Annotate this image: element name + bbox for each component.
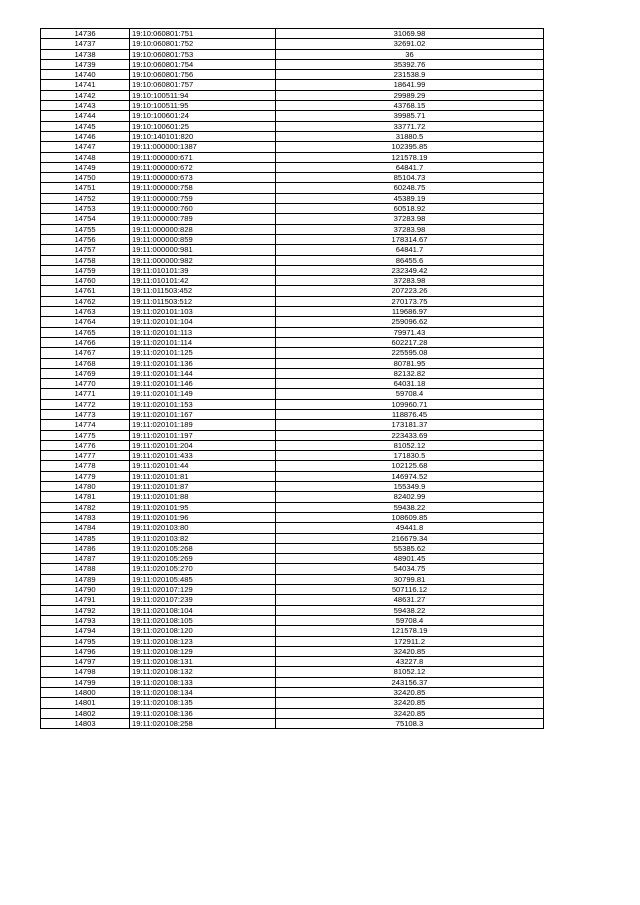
cadastral-number-cell: 19:11:020101:149 <box>130 389 276 399</box>
cadastral-number-cell: 19:10:140101:820 <box>130 131 276 141</box>
amount-cell: 102395.85 <box>276 142 544 152</box>
table-row <box>41 286 544 296</box>
amount-cell: 81052.12 <box>276 440 544 450</box>
cadastral-number-cell: 19:11:020101:144 <box>130 368 276 378</box>
row-number-cell: 14775 <box>41 430 130 440</box>
amount-cell: 75108.3 <box>276 718 544 728</box>
table-row <box>41 358 544 368</box>
cadastral-number-cell: 19:11:000000:981 <box>130 245 276 255</box>
row-number-cell: 14746 <box>41 131 130 141</box>
table-row <box>41 512 544 522</box>
row-number-cell: 14773 <box>41 409 130 419</box>
amount-cell: 119686.97 <box>276 307 544 317</box>
row-number-cell: 14799 <box>41 677 130 687</box>
row-number-cell: 14793 <box>41 615 130 625</box>
row-number-cell: 14789 <box>41 574 130 584</box>
table-row <box>41 224 544 234</box>
table-row <box>41 636 544 646</box>
amount-cell: 86455.6 <box>276 255 544 265</box>
amount-cell: 59708.4 <box>276 615 544 625</box>
amount-cell: 32420.85 <box>276 708 544 718</box>
row-number-cell: 14796 <box>41 646 130 656</box>
row-number-cell: 14778 <box>41 461 130 471</box>
amount-cell: 82132.82 <box>276 368 544 378</box>
row-number-cell: 14740 <box>41 70 130 80</box>
table-row <box>41 90 544 100</box>
amount-cell: 207223.26 <box>276 286 544 296</box>
table-row <box>41 564 544 574</box>
table-row <box>41 348 544 358</box>
cadastral-number-cell: 19:11:020101:189 <box>130 420 276 430</box>
cadastral-number-cell: 19:11:020108:132 <box>130 667 276 677</box>
amount-cell: 60518.92 <box>276 204 544 214</box>
amount-cell: 59438.22 <box>276 605 544 615</box>
row-number-cell: 14795 <box>41 636 130 646</box>
table-row <box>41 646 544 656</box>
cadastral-number-cell: 19:11:020108:134 <box>130 688 276 698</box>
amount-cell: 32420.85 <box>276 698 544 708</box>
amount-cell: 216679.34 <box>276 533 544 543</box>
amount-cell: 64031.18 <box>276 379 544 389</box>
amount-cell: 48901.45 <box>276 554 544 564</box>
table-row <box>41 399 544 409</box>
amount-cell: 108609.85 <box>276 512 544 522</box>
amount-cell: 39985.71 <box>276 111 544 121</box>
cadastral-number-cell: 19:11:020101:113 <box>130 327 276 337</box>
amount-cell: 102125.68 <box>276 461 544 471</box>
table-row <box>41 152 544 162</box>
cadastral-number-cell: 19:11:020105:270 <box>130 564 276 574</box>
cadastral-number-cell: 19:11:020101:167 <box>130 409 276 419</box>
cadastral-number-cell: 19:11:020101:114 <box>130 337 276 347</box>
amount-cell: 43768.15 <box>276 101 544 111</box>
table-row <box>41 523 544 533</box>
row-number-cell: 14753 <box>41 204 130 214</box>
cadastral-number-cell: 19:11:000000:789 <box>130 214 276 224</box>
row-number-cell: 14780 <box>41 482 130 492</box>
amount-cell: 173181.37 <box>276 420 544 430</box>
table-row <box>41 543 544 553</box>
amount-cell: 35392.76 <box>276 59 544 69</box>
table-row <box>41 461 544 471</box>
amount-cell: 33771.72 <box>276 121 544 131</box>
amount-cell: 118876.45 <box>276 409 544 419</box>
table-row <box>41 101 544 111</box>
cadastral-number-cell: 19:11:010101:42 <box>130 276 276 286</box>
cadastral-number-cell: 19:11:000000:758 <box>130 183 276 193</box>
table-row <box>41 440 544 450</box>
cadastral-number-cell: 19:11:011503:452 <box>130 286 276 296</box>
row-number-cell: 14738 <box>41 49 130 59</box>
row-number-cell: 14783 <box>41 512 130 522</box>
cadastral-number-cell: 19:11:020108:135 <box>130 698 276 708</box>
table-row <box>41 667 544 677</box>
cadastral-number-cell: 19:11:010101:39 <box>130 265 276 275</box>
amount-cell: 146974.52 <box>276 471 544 481</box>
cadastral-number-cell: 19:11:020101:103 <box>130 307 276 317</box>
cadastral-number-cell: 19:11:000000:672 <box>130 162 276 172</box>
table-row <box>41 234 544 244</box>
cadastral-number-cell: 19:11:000000:673 <box>130 173 276 183</box>
cadastral-number-cell: 19:11:020101:197 <box>130 430 276 440</box>
amount-cell: 602217.28 <box>276 337 544 347</box>
row-number-cell: 14764 <box>41 317 130 327</box>
row-number-cell: 14790 <box>41 585 130 595</box>
amount-cell: 121578.19 <box>276 152 544 162</box>
row-number-cell: 14782 <box>41 502 130 512</box>
amount-cell: 60248.75 <box>276 183 544 193</box>
cadastral-number-cell: 19:11:000000:982 <box>130 255 276 265</box>
amount-cell: 37283.98 <box>276 214 544 224</box>
cadastral-number-cell: 19:11:020101:95 <box>130 502 276 512</box>
cadastral-number-cell: 19:11:020101:153 <box>130 399 276 409</box>
cadastral-number-cell: 19:11:011503:512 <box>130 296 276 306</box>
amount-cell: 32691.02 <box>276 39 544 49</box>
table-row <box>41 389 544 399</box>
cadastral-number-cell: 19:10:060801:756 <box>130 70 276 80</box>
table-row <box>41 337 544 347</box>
data-table <box>40 28 544 729</box>
row-number-cell: 14744 <box>41 111 130 121</box>
table-row <box>41 502 544 512</box>
cadastral-number-cell: 19:11:020108:120 <box>130 626 276 636</box>
cadastral-number-cell: 19:11:020101:433 <box>130 451 276 461</box>
cadastral-number-cell: 19:11:020101:96 <box>130 512 276 522</box>
table-row <box>41 276 544 286</box>
row-number-cell: 14765 <box>41 327 130 337</box>
amount-cell: 37283.98 <box>276 276 544 286</box>
cadastral-number-cell: 19:11:020108:131 <box>130 657 276 667</box>
amount-cell: 243156.37 <box>276 677 544 687</box>
amount-cell: 82402.99 <box>276 492 544 502</box>
row-number-cell: 14758 <box>41 255 130 265</box>
cadastral-number-cell: 19:11:020105:268 <box>130 543 276 553</box>
cadastral-number-cell: 19:11:020108:136 <box>130 708 276 718</box>
row-number-cell: 14788 <box>41 564 130 574</box>
table-row <box>41 70 544 80</box>
row-number-cell: 14774 <box>41 420 130 430</box>
table-row <box>41 49 544 59</box>
cadastral-number-cell: 19:11:020103:82 <box>130 533 276 543</box>
amount-cell: 37283.98 <box>276 224 544 234</box>
table-row <box>41 492 544 502</box>
cadastral-number-cell: 19:10:060801:757 <box>130 80 276 90</box>
amount-cell: 79971.43 <box>276 327 544 337</box>
row-number-cell: 14769 <box>41 368 130 378</box>
cadastral-number-cell: 19:10:060801:752 <box>130 39 276 49</box>
amount-cell: 231538.9 <box>276 70 544 80</box>
amount-cell: 155349.9 <box>276 482 544 492</box>
row-number-cell: 14772 <box>41 399 130 409</box>
row-number-cell: 14742 <box>41 90 130 100</box>
amount-cell: 49441.8 <box>276 523 544 533</box>
table-row <box>41 265 544 275</box>
table-row <box>41 482 544 492</box>
row-number-cell: 14792 <box>41 605 130 615</box>
row-number-cell: 14785 <box>41 533 130 543</box>
table-row <box>41 111 544 121</box>
row-number-cell: 14776 <box>41 440 130 450</box>
row-number-cell: 14751 <box>41 183 130 193</box>
amount-cell: 223433.69 <box>276 430 544 440</box>
amount-cell: 225595.08 <box>276 348 544 358</box>
cadastral-number-cell: 19:11:020105:269 <box>130 554 276 564</box>
amount-cell: 259096.62 <box>276 317 544 327</box>
row-number-cell: 14803 <box>41 718 130 728</box>
cadastral-number-cell: 19:11:020108:104 <box>130 605 276 615</box>
amount-cell: 59438.22 <box>276 502 544 512</box>
row-number-cell: 14757 <box>41 245 130 255</box>
row-number-cell: 14763 <box>41 307 130 317</box>
row-number-cell: 14784 <box>41 523 130 533</box>
table-row <box>41 698 544 708</box>
cadastral-number-cell: 19:11:000000:759 <box>130 193 276 203</box>
row-number-cell: 14745 <box>41 121 130 131</box>
amount-cell: 45389.19 <box>276 193 544 203</box>
cadastral-number-cell: 19:10:100601:24 <box>130 111 276 121</box>
amount-cell: 31069.98 <box>276 29 544 39</box>
table-row <box>41 605 544 615</box>
cadastral-number-cell: 19:10:060801:753 <box>130 49 276 59</box>
amount-cell: 31880.5 <box>276 131 544 141</box>
cadastral-number-cell: 19:11:020103:80 <box>130 523 276 533</box>
cadastral-number-cell: 19:10:100601:25 <box>130 121 276 131</box>
cadastral-number-cell: 19:11:020101:81 <box>130 471 276 481</box>
amount-cell: 64841.7 <box>276 245 544 255</box>
row-number-cell: 14787 <box>41 554 130 564</box>
table-row <box>41 80 544 90</box>
cadastral-number-cell: 19:11:020101:88 <box>130 492 276 502</box>
cadastral-number-cell: 19:11:020101:87 <box>130 482 276 492</box>
cadastral-number-cell: 19:11:000000:828 <box>130 224 276 234</box>
row-number-cell: 14779 <box>41 471 130 481</box>
row-number-cell: 14777 <box>41 451 130 461</box>
amount-cell: 85104.73 <box>276 173 544 183</box>
row-number-cell: 14761 <box>41 286 130 296</box>
amount-cell: 81052.12 <box>276 667 544 677</box>
cadastral-number-cell: 19:11:020108:133 <box>130 677 276 687</box>
table-row <box>41 173 544 183</box>
amount-cell: 55385.62 <box>276 543 544 553</box>
row-number-cell: 14786 <box>41 543 130 553</box>
amount-cell: 18641.99 <box>276 80 544 90</box>
amount-cell: 109960.71 <box>276 399 544 409</box>
row-number-cell: 14800 <box>41 688 130 698</box>
cadastral-number-cell: 19:10:060801:754 <box>130 59 276 69</box>
cadastral-number-cell: 19:11:000000:760 <box>130 204 276 214</box>
row-number-cell: 14737 <box>41 39 130 49</box>
cadastral-number-cell: 19:11:020101:146 <box>130 379 276 389</box>
table-row <box>41 471 544 481</box>
table-body <box>41 29 544 729</box>
table-row <box>41 307 544 317</box>
table-row <box>41 615 544 625</box>
table-row <box>41 296 544 306</box>
table-row <box>41 327 544 337</box>
table-row <box>41 574 544 584</box>
amount-cell: 121578.19 <box>276 626 544 636</box>
table-row <box>41 204 544 214</box>
amount-cell: 64841.7 <box>276 162 544 172</box>
cadastral-number-cell: 19:10:100511:94 <box>130 90 276 100</box>
cadastral-number-cell: 19:11:020101:104 <box>130 317 276 327</box>
cadastral-number-cell: 19:11:020101:125 <box>130 348 276 358</box>
table-row <box>41 585 544 595</box>
amount-cell: 178314.67 <box>276 234 544 244</box>
amount-cell: 54034.75 <box>276 564 544 574</box>
row-number-cell: 14760 <box>41 276 130 286</box>
row-number-cell: 14736 <box>41 29 130 39</box>
row-number-cell: 14759 <box>41 265 130 275</box>
row-number-cell: 14752 <box>41 193 130 203</box>
amount-cell: 59708.4 <box>276 389 544 399</box>
amount-cell: 507116.12 <box>276 585 544 595</box>
row-number-cell: 14770 <box>41 379 130 389</box>
row-number-cell: 14756 <box>41 234 130 244</box>
row-number-cell: 14754 <box>41 214 130 224</box>
table-row <box>41 39 544 49</box>
cadastral-number-cell: 19:10:100511:95 <box>130 101 276 111</box>
table-row <box>41 420 544 430</box>
table-row <box>41 142 544 152</box>
row-number-cell: 14739 <box>41 59 130 69</box>
amount-cell: 32420.85 <box>276 688 544 698</box>
table-row <box>41 193 544 203</box>
cadastral-number-cell: 19:11:020108:123 <box>130 636 276 646</box>
amount-cell: 29989.29 <box>276 90 544 100</box>
cadastral-number-cell: 19:11:000000:1387 <box>130 142 276 152</box>
table-row <box>41 59 544 69</box>
table-row <box>41 214 544 224</box>
row-number-cell: 14791 <box>41 595 130 605</box>
cadastral-number-cell: 19:11:020108:258 <box>130 718 276 728</box>
table-row <box>41 379 544 389</box>
table-row <box>41 131 544 141</box>
row-number-cell: 14747 <box>41 142 130 152</box>
row-number-cell: 14741 <box>41 80 130 90</box>
table-row <box>41 595 544 605</box>
row-number-cell: 14794 <box>41 626 130 636</box>
cadastral-number-cell: 19:11:020101:204 <box>130 440 276 450</box>
amount-cell: 172911.2 <box>276 636 544 646</box>
row-number-cell: 14767 <box>41 348 130 358</box>
row-number-cell: 14797 <box>41 657 130 667</box>
amount-cell: 80781.95 <box>276 358 544 368</box>
cadastral-number-cell: 19:11:000000:671 <box>130 152 276 162</box>
cadastral-number-cell: 19:11:020108:129 <box>130 646 276 656</box>
row-number-cell: 14749 <box>41 162 130 172</box>
row-number-cell: 14762 <box>41 296 130 306</box>
row-number-cell: 14750 <box>41 173 130 183</box>
table-row <box>41 245 544 255</box>
amount-cell: 36 <box>276 49 544 59</box>
table-row <box>41 677 544 687</box>
table-row <box>41 317 544 327</box>
row-number-cell: 14755 <box>41 224 130 234</box>
amount-cell: 43227.8 <box>276 657 544 667</box>
cadastral-number-cell: 19:11:020101:136 <box>130 358 276 368</box>
amount-cell: 30799.81 <box>276 574 544 584</box>
amount-cell: 270173.75 <box>276 296 544 306</box>
row-number-cell: 14771 <box>41 389 130 399</box>
row-number-cell: 14798 <box>41 667 130 677</box>
table-row <box>41 718 544 728</box>
amount-cell: 171830.5 <box>276 451 544 461</box>
row-number-cell: 14802 <box>41 708 130 718</box>
cadastral-number-cell: 19:10:060801:751 <box>130 29 276 39</box>
amount-cell: 232349.42 <box>276 265 544 275</box>
cadastral-number-cell: 19:11:000000:859 <box>130 234 276 244</box>
cadastral-number-cell: 19:11:020101:44 <box>130 461 276 471</box>
table-row <box>41 183 544 193</box>
table-row <box>41 688 544 698</box>
cadastral-number-cell: 19:11:020108:105 <box>130 615 276 625</box>
row-number-cell: 14768 <box>41 358 130 368</box>
row-number-cell: 14801 <box>41 698 130 708</box>
table-row <box>41 368 544 378</box>
table-row <box>41 626 544 636</box>
amount-cell: 32420.85 <box>276 646 544 656</box>
table-row <box>41 451 544 461</box>
cadastral-number-cell: 19:11:020107:129 <box>130 585 276 595</box>
cadastral-number-cell: 19:11:020107:239 <box>130 595 276 605</box>
cadastral-number-cell: 19:11:020105:485 <box>130 574 276 584</box>
table-row <box>41 29 544 39</box>
table-row <box>41 162 544 172</box>
row-number-cell: 14766 <box>41 337 130 347</box>
table-row <box>41 657 544 667</box>
row-number-cell: 14781 <box>41 492 130 502</box>
table-row <box>41 409 544 419</box>
table-row <box>41 708 544 718</box>
row-number-cell: 14743 <box>41 101 130 111</box>
table-row <box>41 430 544 440</box>
table-row <box>41 255 544 265</box>
row-number-cell: 14748 <box>41 152 130 162</box>
amount-cell: 48631.27 <box>276 595 544 605</box>
table-row <box>41 121 544 131</box>
table-row <box>41 533 544 543</box>
table-row <box>41 554 544 564</box>
